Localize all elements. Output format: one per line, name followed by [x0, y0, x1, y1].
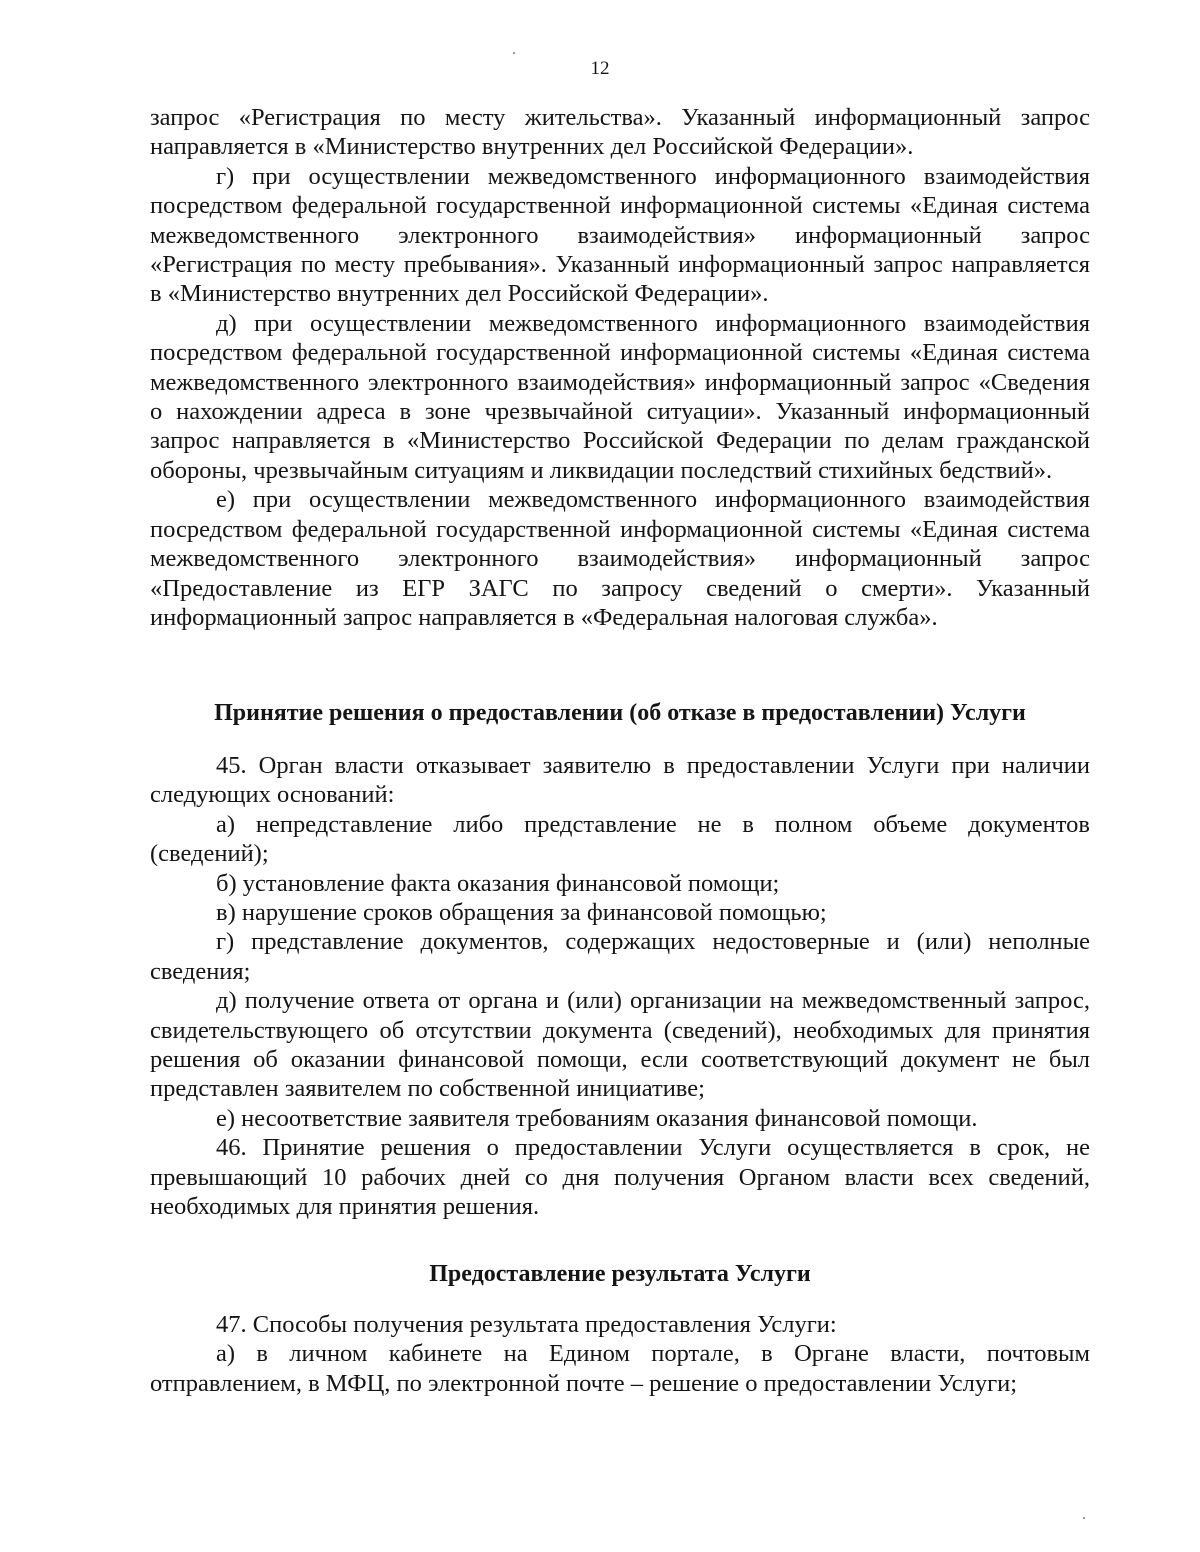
- paragraph: 47. Способы получения результата предоставления Услуги:: [216, 1311, 837, 1338]
- paragraph: г) представление документов, содержащих недостоверные и (или) неполные сведения;: [150, 928, 1090, 985]
- section-heading: Предоставление результата Услуги: [429, 1261, 811, 1287]
- section-heading: Принятие решения о предоставлении (об отказе в предоставлении) Услуги: [214, 700, 1026, 726]
- paragraph: а) непредставление либо представление не в полном объеме документов (сведений);: [150, 810, 1090, 868]
- paragraph: запрос «Регистрация по месту жительства». Указанный информационный запрос направляется в «Министерство внутренних дел Российской Федерации».: [150, 104, 1090, 161]
- text-section-top: [150, 103, 1090, 632]
- paragraph: д) при осуществлении межведомственного информационного взаимодействия посредством федеральной государственной информационной системы «Единая система межведомственного электронного взаимодействия» информационный запрос «Сведения о нахождении адреса в зоне чрезвычайной ситуации». Указанный информационный запрос направляется в «Министерство Российской Федерации по делам гражданской обороны, чрезвычайным ситуациям и ликвидации последствий стихийных бедствий».: [150, 309, 1090, 484]
- paragraph: 46. Принятие решения о предоставлении Услуги осуществляется в срок, не превышающий 10 рабочих дней со дня получения Органом власти всех сведений, необходимых для принятия решения.: [150, 1134, 1090, 1221]
- text-section-result: [150, 1310, 1090, 1398]
- section-heading-result-wrap: [150, 1260, 1090, 1289]
- paragraph: в) нарушение сроков обращения за финансовой помощью;: [216, 899, 827, 927]
- paragraph: д) получение ответа от органа и (или) организации на межведомственный запрос, свидетельствующего об отсутствии документа (сведений), необходимых для принятия решения об оказании финансовой помощи, если соответствующий документ не был представлен заявителем по собственной инициативе;: [150, 987, 1090, 1103]
- text-section-decision: [150, 751, 1090, 1222]
- scan-speck: [513, 52, 515, 54]
- page-number: 12: [590, 58, 610, 79]
- paragraph: е) при осуществлении межведомственного информационного взаимодействия посредством федеральной государственной информационной системы «Единая система межведомственного электронного взаимодействия» информационный запрос «Предоставление из ЕГР ЗАГС по запросу сведений о смерти». Указанный информационный запрос направляется в «Федеральная налоговая служба».: [150, 486, 1090, 631]
- paragraph: а) в личном кабинете на Едином портале, в Органе власти, почтовым отправлением, в МФЦ, по электронной почте – решение о предоставлении Услуги;: [150, 1340, 1090, 1397]
- scan-speck: [1083, 1517, 1085, 1519]
- paragraph: б) установление факта оказания финансовой помощи;: [216, 869, 780, 897]
- section-heading-decision-wrap: [150, 699, 1090, 728]
- paragraph: г) при осуществлении межведомственного информационного взаимодействия посредством федеральной государственной информационной системы «Единая система межведомственного электронного взаимодействия» информационный запрос «Регистрация по месту пребывания». Указанный информационный запрос направляется в «Министерство внутренних дел Российской Федерации».: [150, 162, 1090, 308]
- paragraph: е) несоответствие заявителя требованиям оказания финансовой помощи.: [216, 1104, 978, 1132]
- paragraph: 45. Орган власти отказывает заявителю в предоставлении Услуги при наличии следующих оснований:: [150, 752, 1090, 809]
